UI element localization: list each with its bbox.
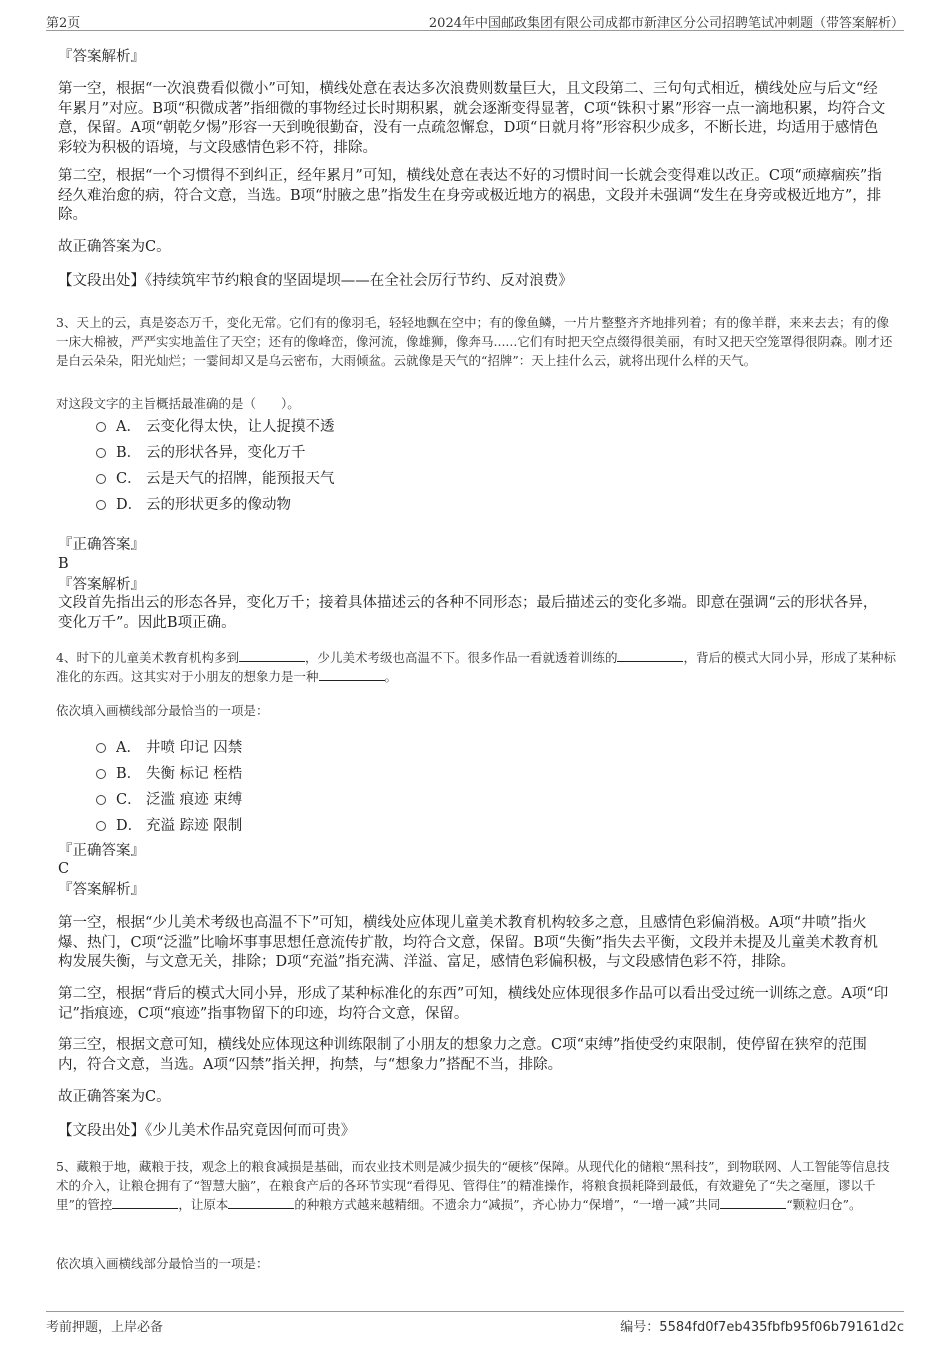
radio-icon[interactable] (96, 448, 106, 458)
option-d[interactable]: D． 云的形状更多的像动物 (96, 492, 291, 514)
correct-answer-heading: 『正确答案』 (58, 537, 145, 553)
fill-blank (228, 1196, 294, 1209)
analysis-heading: 『答案解析』 (58, 577, 145, 593)
analysis-heading: 『答案解析』 (58, 49, 145, 65)
radio-icon[interactable] (96, 769, 106, 779)
document-id: 编号：5584fd0f7eb435fbfb95f06b79161d2c (620, 1320, 904, 1335)
radio-icon[interactable] (96, 795, 106, 805)
radio-icon[interactable] (96, 422, 106, 432)
question-text: 5、藏粮于地，藏粮于技，观念上的粮食减损是基础，而农业技术则是减少损失的“硬核”保障。从现代化的储粮“黑科技”，到物联网、人工智能等信息技术的介入，让粮仓拥有了“智慧大脑”，在粮食产后的各环节实现“看得见、管得住”的精准操作，将粮食损耗降到最低，有效避免了“失之毫厘，谬以千里”的管控 ，让原本 的种粮方式越来越精细。不遗余力“减损”，齐心协力“保增”，“一增一减”共同 “颗粒归仓”。 (56, 1159, 890, 1212)
option-a[interactable]: A． 云变化得太快，让人捉摸不透 (96, 414, 335, 436)
radio-icon[interactable] (96, 821, 106, 831)
question-prompt: 对这段文字的主旨概括最准确的是（ ）。 (56, 396, 300, 411)
answer-conclusion: 故正确答案为C。 (58, 1089, 171, 1105)
analysis-paragraph: 第一空，根据“一次浪费看似微小”可知，横线处意在表达多次浪费则数量巨大，且文段第二、三句句式相近，横线处应与后文“经年累月”对应。B项“积微成著”指细微的事物经过长时期积累，就会逐渐变得显著，C项“铢积寸累”形容一点一滴地积累，均符合文意，保留。A项“朝乾夕惕”形容一天到晚很勤奋，没有一点疏忽懈怠，D项“日就月将”形容积少成多，不断长进，均适用于感情色彩较为积极的语境，与文段感情色彩不符，排除。 (58, 81, 886, 156)
option-a[interactable]: A． 井喷 印记 囚禁 (96, 735, 242, 757)
correct-answer-heading: 『正确答案』 (58, 843, 145, 859)
question-prompt: 依次填入画横线部分最恰当的一项是： (56, 1256, 269, 1271)
fill-blank (720, 1196, 786, 1209)
radio-icon[interactable] (96, 500, 106, 510)
source-citation: 【文段出处】《持续筑牢节约粮食的坚固堤坝——在全社会厉行节约、反对浪费》 (58, 273, 573, 289)
question-text: 3、天上的云，真是姿态万千，变化无常。它们有的像羽毛，轻轻地飘在空中；有的像鱼鳞，一片片整整齐齐地排列着；有的像羊群，来来去去；有的像一床大棉被，严严实实地盖住了天空；还有的像峰峦，像河流，像雄狮，像奔马......它们有时把天空点缀得很美丽，有时又把天空笼罩得很阴森。刚才还是白云朵朵，阳光灿烂；一霎间却又是乌云密布，大雨倾盆。云就像是天气的“招牌”：天上挂什么云，就将出现什么样的天气。 (56, 315, 893, 368)
analysis-paragraph: 第二空，根据“一个习惯得不到纠正，经年累月”可知，横线处意在表达不好的习惯时间一长就会变得难以改正。C项“顽瘴痼疾”指经久难治愈的病，符合文意，当选。B项“肘腋之患”指发生在身旁或极近地方的祸患，文段并未强调“发生在身旁或极近地方”，排除。 (58, 168, 882, 223)
option-c[interactable]: C． 云是天气的招牌，能预报天气 (96, 466, 335, 488)
page-footer (46, 1311, 904, 1334)
correct-answer: B (58, 556, 69, 572)
page-header (46, 10, 904, 31)
analysis-paragraph: 第一空，根据“少儿美术考级也高温不下”可知，横线处应体现儿童美术教育机构较多之意，且感情色彩偏消极。A项“井喷”指火爆、热门，C项“泛滥”比喻坏事事思想任意流传扩散，均符合文意，保留。B项“失衡”指失去平衡，文段并未提及儿童美术教育机构发展失衡，与文意无关，排除；D项“充溢”指充满、洋溢、富足，感情色彩偏积极，与文段感情色彩不符，排除。 (58, 915, 878, 970)
analysis-paragraph: 文段首先指出云的形态各异，变化万千；接着具体描述云的各种不同形态；最后描述云的变化多端。即意在强调“云的形状各异，变化万千”。因此B项正确。 (58, 595, 878, 631)
radio-icon[interactable] (96, 474, 106, 484)
answer-conclusion: 故正确答案为C。 (58, 239, 171, 255)
analysis-paragraph: 第三空，根据文意可知，横线处应体现这种训练限制了小朋友的想象力之意。C项“束缚”指使受约束限制，使停留在狭窄的范围内，符合文意，当选。A项“囚禁”指关押，拘禁，与“想象力”搭配不当，排除。 (58, 1037, 867, 1073)
page-number: 第2页 (46, 16, 81, 31)
correct-answer: C (58, 861, 70, 877)
option-b[interactable]: B． 失衡 标记 桎梏 (96, 761, 242, 783)
document-title: 2024年中国邮政集团有限公司成都市新津区分公司招聘笔试冲刺题（带答案解析） (428, 16, 904, 31)
option-b[interactable]: B． 云的形状各异，变化万千 (96, 440, 306, 462)
radio-icon[interactable] (96, 743, 106, 753)
fill-blank (239, 649, 305, 662)
footer-slogan: 考前押题，上岸必备 (46, 1320, 164, 1335)
option-d[interactable]: D． 充溢 踪迹 限制 (96, 813, 242, 835)
question-prompt: 依次填入画横线部分最恰当的一项是： (56, 703, 269, 718)
fill-blank (617, 649, 683, 662)
fill-blank (319, 668, 385, 681)
question-text: 4、时下的儿童美术教育机构多到 ，少儿美术考级也高温不下。很多作品一看就透着训练的 ，背后的模式大同小异，形成了某种标准化的东西。这其实对于小朋友的想象力是一种 。 (56, 650, 896, 684)
option-c[interactable]: C． 泛滥 痕迹 束缚 (96, 787, 242, 809)
fill-blank (112, 1196, 178, 1209)
analysis-heading: 『答案解析』 (58, 882, 145, 898)
source-citation: 【文段出处】《少儿美术作品究竟因何而可贵》 (58, 1123, 356, 1139)
analysis-paragraph: 第二空，根据“背后的模式大同小异，形成了某种标准化的东西”可知，横线处应体现很多作品可以看出受过统一训练之意。A项“印记”指痕迹，C项“痕迹”指事物留下的印迹，均符合文意，保留。 (58, 986, 889, 1022)
